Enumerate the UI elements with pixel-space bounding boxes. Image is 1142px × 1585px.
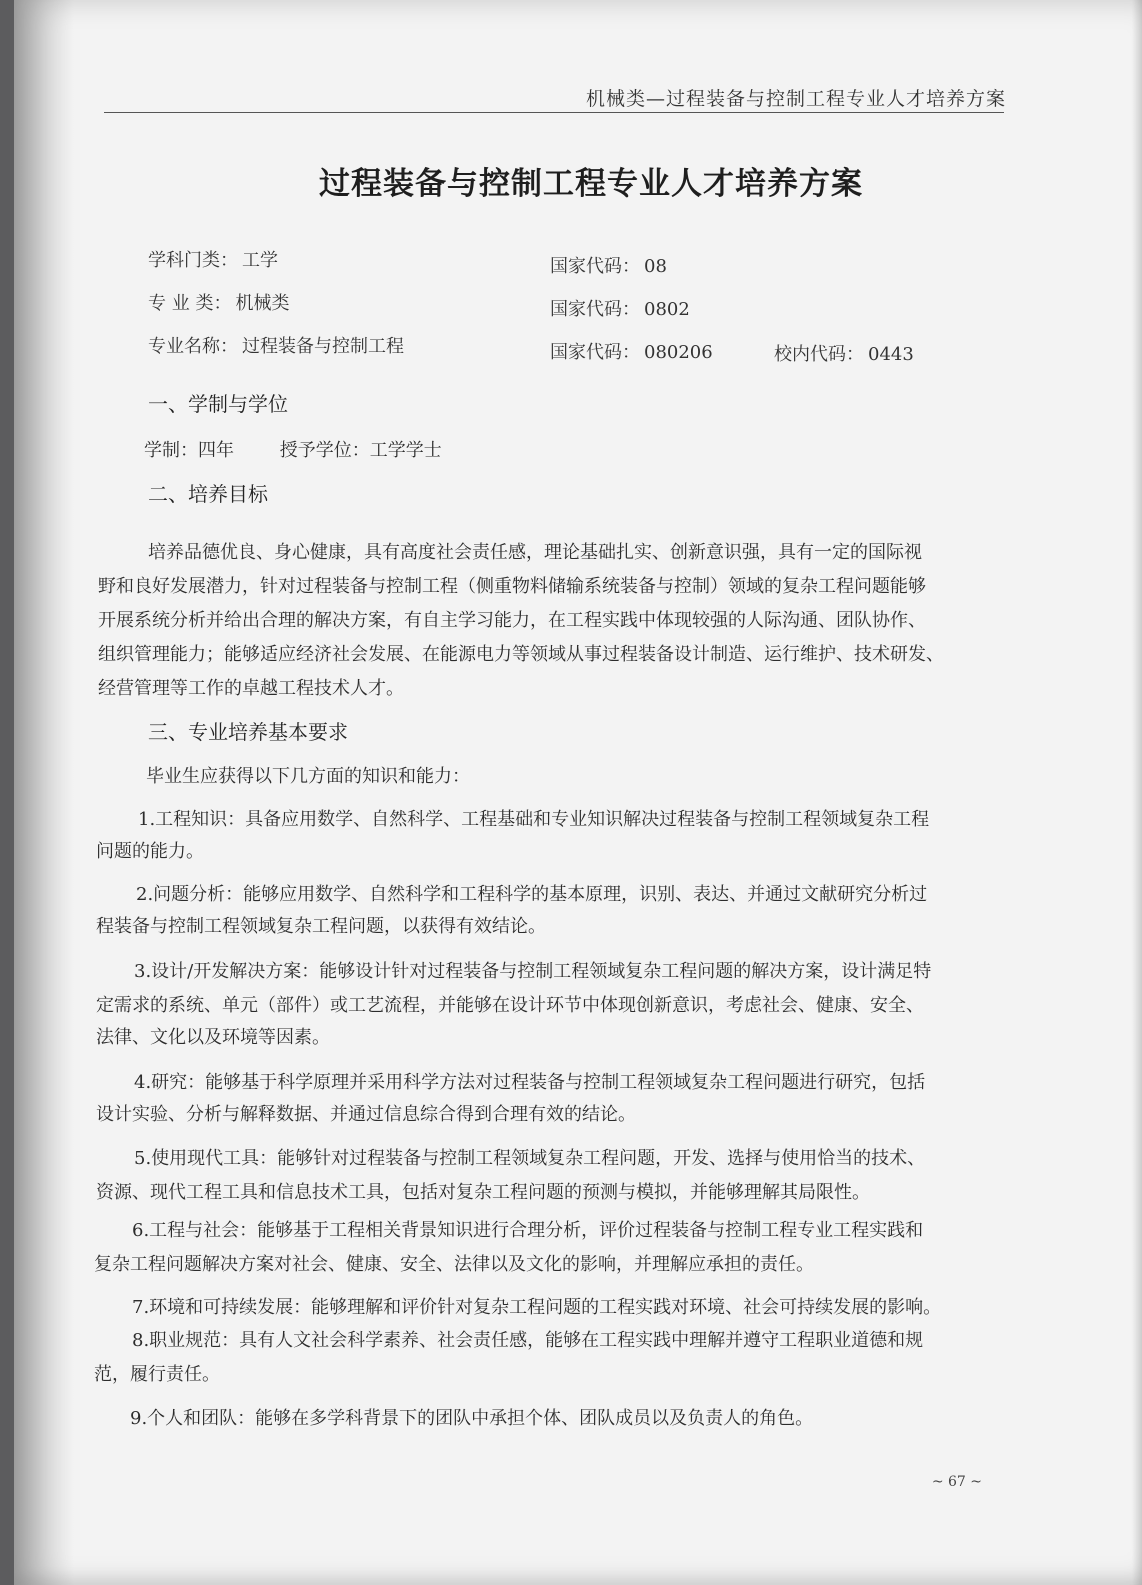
text-line: 9.个人和团队：能够在多学科背景下的团队中承担个体、团队成员以及负责人的角色。 <box>130 1408 814 1429</box>
major-row <box>148 332 404 358</box>
text-line: 设计实验、分析与解释数据、并通过信息综合得到合理有效的结论。 <box>96 1104 636 1125</box>
text-line: 程装备与控制工程领域复杂工程问题，以获得有效结论。 <box>96 916 546 937</box>
text-line: 4.研究：能够基于科学原理并采用科学方法对过程装备与控制工程领域复杂工程问题进行研究，包括 <box>134 1072 926 1093</box>
running-head: 机械类—过程装备与控制工程专业人才培养方案 <box>585 88 1006 110</box>
page-gutter-shadow <box>14 0 74 1585</box>
code2-label: 国家代码： <box>550 299 640 320</box>
text-line: 3.设计/开发解决方案：能够设计针对过程装备与控制工程领域复杂工程问题的解决方案，设计满足特 <box>134 961 932 982</box>
discipline-value: 工学 <box>242 250 278 271</box>
school-code-row <box>774 340 914 366</box>
document-title: 过程装备与控制工程专业人才培养方案 <box>319 166 863 202</box>
text-line: 资源、现代工程工具和信息技术工具，包括对复杂工程问题的预测与模拟，并能够理解其局限性。 <box>96 1182 870 1203</box>
text-line: 问题的能力。 <box>96 841 204 862</box>
code3-value: 080206 <box>644 342 713 363</box>
discipline-row <box>148 246 278 272</box>
code3-row <box>550 338 713 364</box>
text-line: 1.工程知识：具备应用数学、自然科学、工程基础和专业知识解决过程装备与控制工程领域复杂工程 <box>138 809 930 830</box>
text-line: 组织管理能力；能够适应经济社会发展、在能源电力等领域从事过程装备设计制造、运行维护、技术研发、 <box>98 644 944 665</box>
code1-label: 国家代码： <box>550 256 640 277</box>
major-value: 过程装备与控制工程 <box>242 336 404 357</box>
code2-row <box>550 295 690 321</box>
major-label: 专业名称： <box>148 336 238 357</box>
text-line: 定需求的系统、单元（部件）或工艺流程，并能够在设计环节中体现创新意识，考虑社会、健康、安全、 <box>96 995 924 1016</box>
page-number: ~ 67 ~ <box>931 1474 982 1490</box>
code2-value: 0802 <box>644 299 690 320</box>
text-line: 毕业生应获得以下几方面的知识和能力： <box>146 766 470 787</box>
text-line: 6.工程与社会：能够基于工程相关背景知识进行合理分析，评价过程装备与控制工程专业工程实践和 <box>132 1220 924 1241</box>
page-edge-shadow <box>1132 0 1142 1585</box>
text-line: 法律、文化以及环境等因素。 <box>96 1027 330 1048</box>
header-rule <box>104 112 1004 113</box>
section-heading-1: 一、学制与学位 <box>148 392 288 416</box>
text-line: 经营管理等工作的卓越工程技术人才。 <box>98 678 404 699</box>
text-line: 范，履行责任。 <box>94 1364 220 1385</box>
section-heading-3: 三、专业培养基本要求 <box>148 720 348 744</box>
school-code-value: 0443 <box>868 344 914 365</box>
text-line: 7.环境和可持续发展：能够理解和评价针对复杂工程问题的工程实践对环境、社会可持续发展的影响。 <box>132 1297 942 1318</box>
category-label: 专 业 类： <box>148 293 232 314</box>
code3-label: 国家代码： <box>550 342 640 363</box>
degree-line: 学制：四年 授予学位：工学学士 <box>144 440 442 461</box>
category-value: 机械类 <box>235 293 290 314</box>
discipline-label: 学科门类： <box>148 250 238 271</box>
text-line: 5.使用现代工具：能够针对过程装备与控制工程领域复杂工程问题，开发、选择与使用恰当的技术、 <box>134 1148 926 1169</box>
school-code-label: 校内代码： <box>774 344 864 365</box>
text-line: 开展系统分析并给出合理的解决方案，有自主学习能力，在工程实践中体现较强的人际沟通、团队协作、 <box>98 610 926 631</box>
text-line: 复杂工程问题解决方案对社会、健康、安全、法律以及文化的影响，并理解应承担的责任。 <box>94 1254 814 1275</box>
text-line: 8.职业规范：具有人文社会科学素养、社会责任感，能够在工程实践中理解并遵守工程职业道德和规 <box>132 1330 924 1351</box>
text-line: 2.问题分析：能够应用数学、自然科学和工程科学的基本原理，识别、表达、并通过文献研究分析过 <box>136 884 928 905</box>
text-line: 培养品德优良、身心健康，具有高度社会责任感，理论基础扎实、创新意识强，具有一定的国际视 <box>148 542 922 563</box>
section-heading-2: 二、培养目标 <box>148 482 268 506</box>
code1-value: 08 <box>644 256 667 277</box>
text-line: 野和良好发展潜力，针对过程装备与控制工程（侧重物料储输系统装备与控制）领域的复杂工程问题能够 <box>98 576 926 597</box>
code1-row <box>550 252 667 278</box>
category-row <box>148 289 289 315</box>
